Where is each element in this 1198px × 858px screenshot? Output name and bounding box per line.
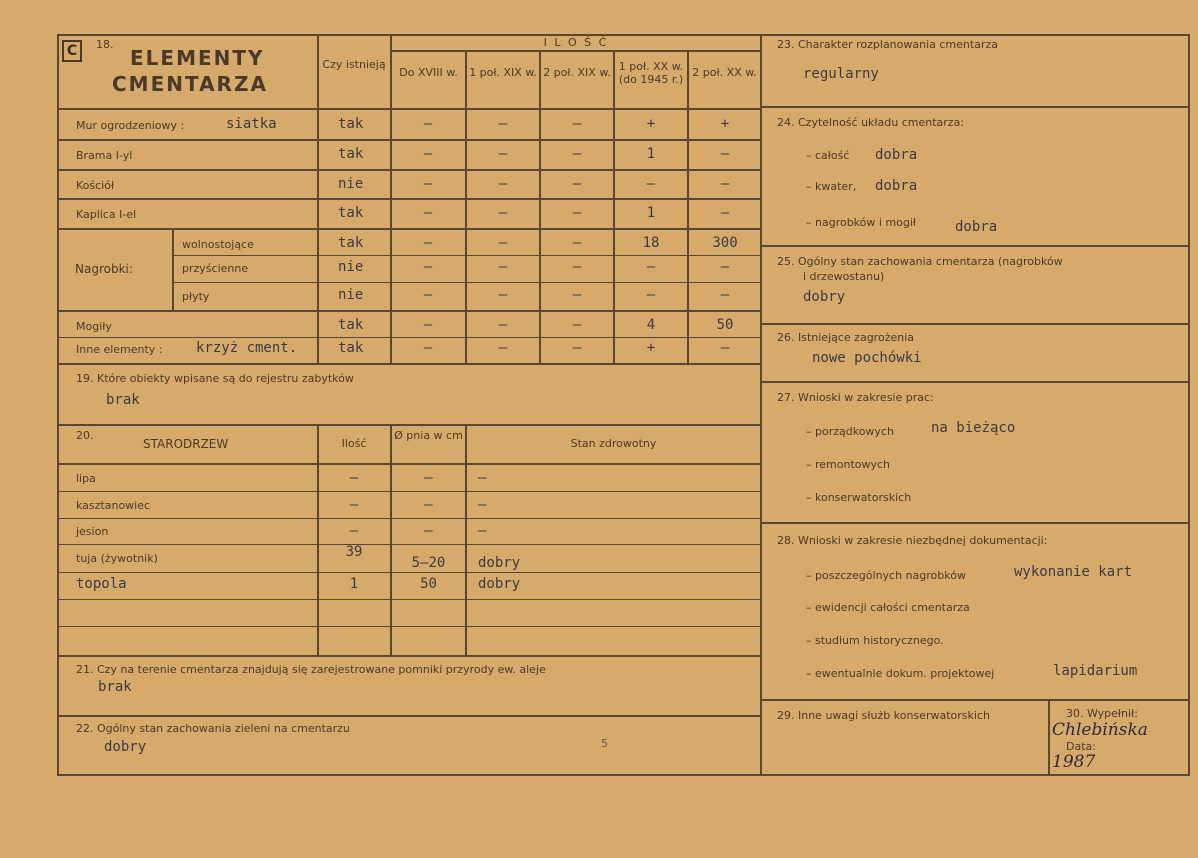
period-value: – xyxy=(423,176,433,192)
period-value: 1 xyxy=(646,205,656,221)
period-value: – xyxy=(572,287,582,303)
rule xyxy=(57,599,762,600)
filled-by-label: 30. Wypełnił: xyxy=(1066,707,1138,720)
period-header: 2 poł. XIX w. xyxy=(543,66,611,79)
period-value: – xyxy=(423,259,433,275)
period-value: – xyxy=(572,146,582,162)
rule xyxy=(760,522,1190,524)
condition-label: 25. Ogólny stan zachowania cmentarza (nagrobków xyxy=(777,255,1063,268)
exists-value: tak xyxy=(338,205,364,221)
period-value: 4 xyxy=(646,317,656,333)
tree-health: dobry xyxy=(478,576,521,592)
section-title-line2: CMENTARZA xyxy=(112,72,268,96)
tree-name: kasztanowiec xyxy=(76,499,151,512)
tree-name: jesion xyxy=(76,525,109,538)
rule xyxy=(760,245,1190,247)
tree-trunk: 50 xyxy=(420,576,437,592)
period-value: – xyxy=(423,205,433,221)
rule xyxy=(390,50,762,52)
exists-value: tak xyxy=(338,116,364,132)
period-value: – xyxy=(720,146,730,162)
documentation-label: 28. Wnioski w zakresie niezbędnej dokumentacji: xyxy=(777,534,1048,547)
element-label: płyty xyxy=(182,290,210,303)
period-value: – xyxy=(572,116,582,132)
period-value: + xyxy=(646,340,656,356)
condition-label-cont: i drzewostanu) xyxy=(803,270,885,283)
rule xyxy=(57,337,762,338)
rule xyxy=(172,282,762,283)
rule xyxy=(57,715,762,717)
period-value: – xyxy=(572,235,582,251)
layout-value: regularny xyxy=(803,66,879,82)
rule xyxy=(760,699,1190,701)
exists-header: Czy istnieją xyxy=(322,58,386,71)
period-value: – xyxy=(423,340,433,356)
tree-name: lipa xyxy=(76,472,96,485)
exists-value: tak xyxy=(338,235,364,251)
rule xyxy=(57,310,762,312)
nature-value: brak xyxy=(98,679,132,695)
period-value: – xyxy=(498,259,508,275)
period-value: – xyxy=(498,287,508,303)
tree-count: 1 xyxy=(349,576,359,592)
registry-value: brak xyxy=(106,392,140,408)
period-value: – xyxy=(498,205,508,221)
rule xyxy=(57,363,762,365)
rule xyxy=(57,463,762,465)
tree-trunk: – xyxy=(424,470,433,486)
documentation-item-label: – studium historycznego. xyxy=(806,634,944,647)
rule xyxy=(172,255,762,256)
period-value: – xyxy=(498,317,508,333)
rule xyxy=(57,544,762,545)
trunk-header: Ø pnia w cm xyxy=(394,429,463,442)
quantity-header: I L O Ś Ć xyxy=(543,36,609,49)
works-label: 27. Wnioski w zakresie prac: xyxy=(777,391,934,404)
date-label: Data: xyxy=(1066,740,1096,753)
rule xyxy=(57,774,1190,776)
period-value: 18 xyxy=(642,235,660,251)
stamp-mark: 5 xyxy=(601,737,608,750)
old-trees-title: STARODRZEW xyxy=(143,437,229,451)
element-label: Kaplica I-el xyxy=(76,208,137,221)
period-value: – xyxy=(572,317,582,333)
element-extra: siatka xyxy=(226,116,277,132)
exists-value: tak xyxy=(338,146,364,162)
exists-value: tak xyxy=(338,317,364,333)
period-value: – xyxy=(498,116,508,132)
period-value: – xyxy=(572,176,582,192)
registry-label: 19. Które obiekty wpisane są do rejestru zabytków xyxy=(76,372,354,385)
rule xyxy=(760,323,1190,325)
period-value: + xyxy=(646,116,656,132)
rule xyxy=(57,572,762,573)
period-header: 2 poł. XX w. xyxy=(692,66,757,79)
tombstones-label: Nagrobki: xyxy=(75,262,133,276)
element-label: wolnostojące xyxy=(182,238,254,251)
remarks-label: 29. Inne uwagi służb konserwatorskich xyxy=(777,709,990,722)
tree-count: 39 xyxy=(345,544,363,560)
section-number: 18. xyxy=(96,38,114,51)
section-title-line1: ELEMENTY xyxy=(130,46,265,70)
greenery-value: dobry xyxy=(104,739,147,755)
tree-health: dobry xyxy=(478,555,521,571)
period-value: – xyxy=(423,317,433,333)
documentation-item-label: – poszczególnych nagrobków xyxy=(806,569,966,582)
rule xyxy=(172,228,174,310)
period-header: Do XVIII w. xyxy=(399,66,458,79)
works-item-value: na bieżąco xyxy=(931,420,1016,436)
works-item-label: – konserwatorskich xyxy=(806,491,912,504)
element-label: przyścienne xyxy=(182,262,249,275)
legibility-item-value: dobra xyxy=(955,219,998,235)
legibility-item-value: dobra xyxy=(875,178,918,194)
legibility-item-value: dobra xyxy=(875,147,918,163)
rule xyxy=(390,424,392,656)
rule xyxy=(57,228,762,230)
element-label: Mogiły xyxy=(76,320,112,333)
period-value: 50 xyxy=(716,317,734,333)
rule xyxy=(57,424,762,426)
tree-count: – xyxy=(349,523,359,539)
period-value: – xyxy=(498,235,508,251)
nature-label: 21. Czy na terenie cmentarza znajdują się zarejestrowane pomniki przyrody ew. aleje xyxy=(76,663,546,676)
tree-trunk: – xyxy=(424,523,433,539)
tree-name: tuja (żywotnik) xyxy=(76,552,158,565)
period-value: – xyxy=(572,205,582,221)
tree-trunk: – xyxy=(424,497,433,513)
section-number: 20. xyxy=(76,429,94,442)
threats-label: 26. Istniejące zagrożenia xyxy=(777,331,915,344)
period-value: – xyxy=(720,287,730,303)
period-value: – xyxy=(572,259,582,275)
rule xyxy=(57,491,762,492)
element-label: Inne elementy : xyxy=(76,343,163,356)
greenery-label: 22. Ogólny stan zachowania zieleni na cmentarzu xyxy=(76,722,350,735)
element-label: Brama I-yl xyxy=(76,149,133,162)
period-value: – xyxy=(423,287,433,303)
rule xyxy=(57,518,762,519)
section-letter-box: C xyxy=(62,40,82,62)
period-value: + xyxy=(720,116,730,132)
tree-health: – xyxy=(478,523,487,539)
period-value: – xyxy=(423,116,433,132)
rule xyxy=(57,108,762,110)
filled-by-signature: Chlebińska xyxy=(1052,720,1148,740)
date-value: 1987 xyxy=(1052,752,1096,772)
rule xyxy=(57,198,762,200)
documentation-item-value: wykonanie kart xyxy=(1014,564,1133,580)
rule xyxy=(465,424,467,656)
documentation-item-label: – ewentualnie dokum. projektowej xyxy=(806,667,995,680)
period-value: – xyxy=(423,146,433,162)
element-label: Kościół xyxy=(76,179,115,192)
rule xyxy=(57,626,762,627)
condition-value: dobry xyxy=(803,289,846,305)
works-item-label: – remontowych xyxy=(806,458,891,471)
rule xyxy=(1048,699,1050,776)
rule xyxy=(760,106,1190,108)
period-value: 1 xyxy=(646,146,656,162)
period-value: – xyxy=(498,176,508,192)
period-value: – xyxy=(720,259,730,275)
legibility-item-label: – całość xyxy=(806,149,850,162)
documentation-item-value: lapidarium xyxy=(1053,663,1138,679)
tree-health: – xyxy=(478,470,487,486)
period-value: – xyxy=(646,176,656,192)
legibility-item-label: – nagrobków i mogił xyxy=(806,216,917,229)
period-header: 1 poł. XIX w. xyxy=(469,66,537,79)
threats-value: nowe pochówki xyxy=(812,350,922,366)
period-value: – xyxy=(498,146,508,162)
works-item-label: – porządkowych xyxy=(806,425,894,438)
health-header: Stan zdrowotny xyxy=(570,437,657,450)
rule xyxy=(57,655,762,657)
rule xyxy=(317,424,319,656)
period-value: 300 xyxy=(712,235,738,251)
rule xyxy=(760,381,1190,383)
tree-health: – xyxy=(478,497,487,513)
tree-name: topola xyxy=(76,576,127,592)
period-value: – xyxy=(720,176,730,192)
tree-count: – xyxy=(349,470,359,486)
tree-trunk: 5–20 xyxy=(411,555,446,571)
layout-label: 23. Charakter rozplanowania cmentarza xyxy=(777,38,998,51)
period-value: – xyxy=(498,340,508,356)
period-value: – xyxy=(646,259,656,275)
rule xyxy=(760,34,1190,36)
period-value: – xyxy=(720,340,730,356)
count-header: Ilość xyxy=(341,437,367,450)
exists-value: nie xyxy=(338,287,364,303)
tree-count: – xyxy=(349,497,359,513)
period-value: – xyxy=(646,287,656,303)
element-extra: krzyż cment. xyxy=(196,340,298,356)
period-value: – xyxy=(720,205,730,221)
element-label: Mur ogrodzeniowy : xyxy=(76,119,185,132)
exists-value: nie xyxy=(338,259,364,275)
period-header: 1 poł. XX w. (do 1945 r.) xyxy=(618,60,684,86)
rule xyxy=(57,139,762,141)
period-value: – xyxy=(572,340,582,356)
exists-value: nie xyxy=(338,176,364,192)
period-value: – xyxy=(423,235,433,251)
rule xyxy=(57,34,59,776)
legibility-label: 24. Czytelność układu cmentarza: xyxy=(777,116,965,129)
rule xyxy=(1188,34,1190,776)
documentation-item-label: – ewidencji całości cmentarza xyxy=(806,601,970,614)
exists-value: tak xyxy=(338,340,364,356)
legibility-item-label: – kwater, xyxy=(806,180,857,193)
rule xyxy=(57,169,762,171)
